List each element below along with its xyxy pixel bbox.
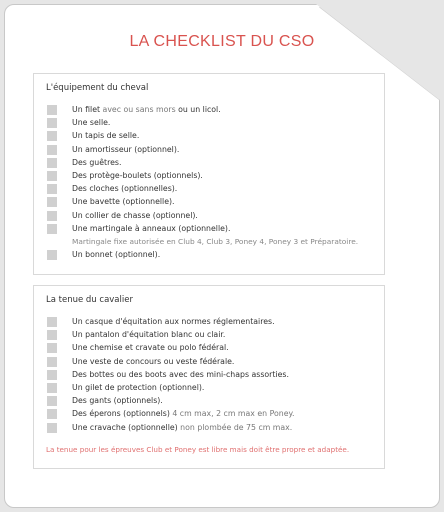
martingale-note-row	[46, 236, 378, 249]
tenue-footer-note: La tenue pour les épreuves Club et Poney est libre mais doit être propre et adaptée.	[46, 445, 350, 454]
item-label: Des protège-boulets (optionnels).	[72, 170, 203, 180]
item-label: Un pantalon d'équitation blanc ou clair.	[72, 330, 226, 340]
checklist-item	[46, 342, 378, 355]
checkbox[interactable]	[47, 250, 57, 260]
checkbox[interactable]	[47, 383, 57, 393]
checklist-item	[46, 144, 378, 157]
checklist-item	[46, 369, 378, 382]
checkbox[interactable]	[47, 370, 57, 380]
checkbox[interactable]	[47, 343, 57, 353]
checkbox[interactable]	[47, 118, 57, 128]
item-label: Des éperons (optionnels) 4 cm max, 2 cm max en Poney.	[72, 409, 295, 419]
checklist-item	[46, 382, 378, 395]
checkbox[interactable]	[47, 357, 57, 367]
section-title: La tenue du cavalier	[46, 295, 133, 305]
checklist-item	[46, 329, 378, 342]
item-label: Une bavette (optionnelle).	[72, 197, 175, 207]
checklist	[46, 316, 378, 435]
checkbox[interactable]	[47, 396, 57, 406]
page-title: LA CHECKLIST DU CSO	[129, 33, 315, 50]
item-label: Des bottes ou des boots avec des mini-chaps assorties.	[72, 369, 289, 379]
martingale-note: Martingale fixe autorisée en Club 4, Club 3, Poney 4, Poney 3 et Préparatoire.	[72, 236, 359, 246]
checklist-item	[46, 117, 378, 130]
checklist-item	[46, 157, 378, 170]
checklist-item	[46, 210, 378, 223]
checkbox[interactable]	[47, 184, 57, 194]
checkbox[interactable]	[47, 131, 57, 141]
checklist-item	[46, 183, 378, 196]
item-label: Des cloches (optionnelles).	[72, 184, 178, 194]
item-label: Des gants (optionnels).	[72, 396, 163, 406]
item-label: Un tapis de selle.	[72, 131, 140, 141]
checklist-item	[46, 196, 378, 209]
item-label: Un casque d'équitation aux normes réglementaires.	[72, 317, 275, 326]
section-tenue	[33, 285, 385, 469]
checklist-item	[46, 356, 378, 369]
checkbox[interactable]	[47, 211, 57, 221]
checklist-item	[46, 395, 378, 408]
checklist-item	[46, 249, 378, 262]
checkbox[interactable]	[47, 317, 57, 327]
item-label: Un collier de chasse (optionnel).	[72, 210, 198, 220]
item-label: Une cravache (optionnelle) non plombée de 75 cm max.	[72, 422, 293, 432]
checkbox[interactable]	[47, 197, 57, 207]
checkbox[interactable]	[47, 409, 57, 419]
checklist-item	[46, 422, 378, 435]
checkbox[interactable]	[47, 423, 57, 433]
item-label: Des guêtres.	[72, 157, 122, 167]
item-label: Un bonnet (optionnel).	[72, 249, 161, 259]
checklist-item	[46, 170, 378, 183]
item-label: Un amortisseur (optionnel).	[72, 144, 180, 154]
checklist-item	[46, 104, 378, 117]
checklist-item	[46, 316, 378, 329]
checkbox[interactable]	[47, 105, 57, 115]
item-label: Une chemise et cravate ou polo fédéral.	[72, 343, 229, 353]
checklist-item	[46, 223, 378, 236]
checklist-item	[46, 130, 378, 143]
section-equipement	[33, 73, 385, 275]
item-label: Un filet avec ou sans mors ou un licol.	[72, 105, 221, 114]
item-label: Une martingale à anneaux (optionnelle).	[72, 223, 231, 233]
section-title: L'équipement du cheval	[46, 83, 149, 93]
item-label: Une selle.	[72, 118, 111, 128]
checkbox[interactable]	[47, 224, 57, 234]
checkbox[interactable]	[47, 171, 57, 181]
item-label: Un gilet de protection (optionnel).	[72, 382, 205, 392]
checklist-item	[46, 408, 378, 421]
checkbox[interactable]	[47, 158, 57, 168]
item-label: Une veste de concours ou veste fédérale.	[72, 356, 235, 366]
checklist	[46, 104, 378, 262]
checkbox[interactable]	[47, 330, 57, 340]
checkbox[interactable]	[47, 145, 57, 155]
